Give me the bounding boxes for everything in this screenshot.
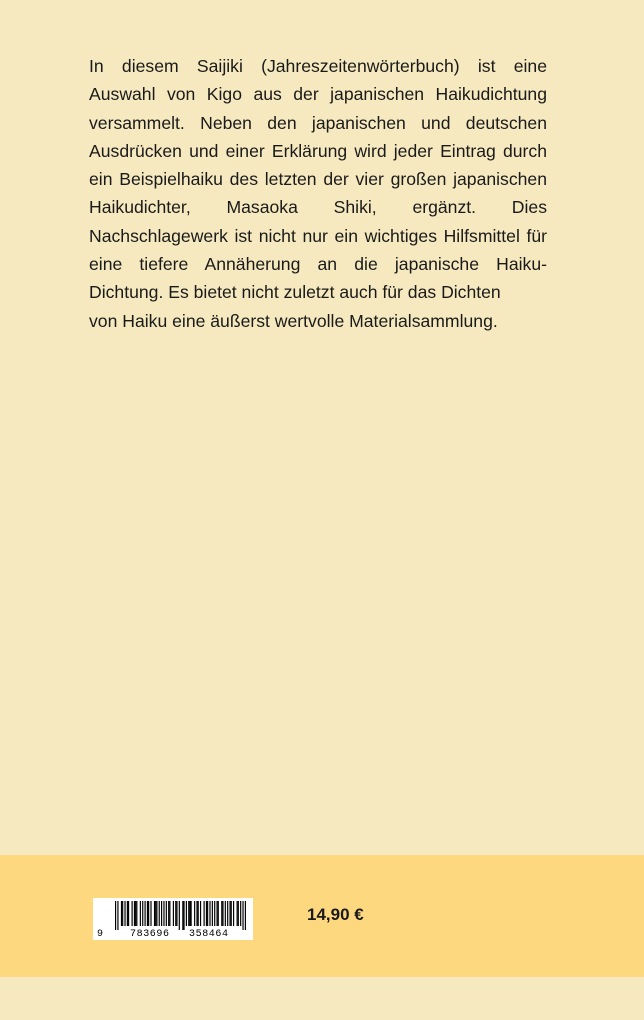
- barcode-bar: [117, 901, 118, 930]
- barcode-bar: [159, 901, 160, 926]
- barcode-bar: [166, 901, 167, 926]
- barcode-bar: [214, 901, 215, 926]
- barcode-bar: [175, 901, 176, 926]
- barcode-bar: [207, 901, 208, 926]
- barcode-bar: [163, 901, 164, 926]
- barcode-bar: [204, 901, 205, 926]
- barcode-bar: [155, 901, 156, 926]
- barcode-bar: [127, 901, 128, 926]
- blurb-main-text: In diesem Saijiki (Jahreszeitenwörterbuch) ist eine Auswahl von Kigo aus der japanischen Haikudichtung versammelt. Neben den japanischen und deutschen Ausdrücken und einer Erklärung wird jeder Eintrag durch ein Beispielhaiku des letzten der vier großen japanischen Haikudichter, Masaoka Shiki, ergänzt. Dies Nachschlagewerk ist nicht nur ein wichtiges Hilfsmittel für eine tiefere Annäherung an die japanische Haiku-Dichtung. Es bietet nicht zuletzt auch für das Dichten: [89, 56, 547, 303]
- barcode-bar: [198, 901, 199, 926]
- barcode-bar: [238, 901, 239, 926]
- barcode-bar: [191, 901, 192, 926]
- barcode-bar: [183, 901, 184, 930]
- barcode-digit-first: 9: [97, 929, 104, 940]
- barcode-bar: [147, 901, 148, 926]
- barcode-bar: [189, 901, 190, 926]
- barcode-bar: [242, 901, 243, 930]
- barcode-bar: [194, 901, 195, 926]
- barcode-bar: [150, 901, 151, 926]
- barcode-bar: [128, 901, 129, 926]
- barcode-bar: [200, 901, 201, 926]
- barcode-bar: [188, 901, 189, 926]
- barcode-bar: [237, 901, 238, 926]
- barcode-bar: [212, 901, 213, 926]
- back-cover-blurb: [89, 52, 547, 335]
- barcode-bar: [148, 901, 149, 926]
- barcode-bar: [161, 901, 162, 926]
- barcode-bar: [231, 901, 232, 926]
- barcode-bar: [206, 901, 207, 926]
- barcode-graphic: [93, 898, 253, 940]
- barcode-bar: [196, 901, 197, 926]
- blurb-last-line: von Haiku eine äußerst wertvolle Materialsammlung.: [89, 310, 498, 331]
- barcode-bar: [229, 901, 230, 926]
- barcode-bar: [216, 901, 217, 926]
- barcode-bar: [245, 901, 246, 930]
- barcode-bar: [182, 901, 183, 930]
- barcode-bar: [168, 901, 169, 926]
- barcode-bar: [173, 901, 174, 926]
- barcode-digits-right: 358464: [189, 929, 229, 940]
- barcode-bar: [240, 901, 241, 926]
- price-label: 14,90 €: [307, 905, 364, 924]
- barcode-bar: [209, 901, 210, 926]
- barcode-bar: [221, 901, 222, 926]
- barcode-digits-left: 783696: [130, 929, 170, 940]
- barcode-bar: [176, 901, 177, 926]
- barcode-bar: [124, 901, 125, 926]
- barcode-bar: [169, 901, 170, 926]
- barcode-bars: [115, 901, 246, 930]
- barcode-bar: [136, 901, 137, 926]
- barcode-bar: [122, 901, 123, 926]
- barcode-bar: [225, 901, 226, 926]
- barcode-bar: [227, 901, 228, 926]
- barcode-bar: [134, 901, 135, 926]
- barcode-bar: [135, 901, 136, 926]
- barcode-bar: [179, 901, 180, 930]
- barcode-bar: [132, 901, 133, 926]
- isbn-barcode: [93, 898, 253, 940]
- barcode-bar: [154, 901, 155, 926]
- barcode-bar: [115, 901, 116, 930]
- barcode-bar: [140, 901, 141, 926]
- barcode-bar: [145, 901, 146, 926]
- barcode-bar: [222, 901, 223, 926]
- barcode-bar: [156, 901, 157, 926]
- barcode-bar: [218, 901, 219, 926]
- barcode-bar: [186, 901, 187, 926]
- barcode-bar: [233, 901, 234, 926]
- barcode-bar: [121, 901, 122, 926]
- barcode-bar: [142, 901, 143, 926]
